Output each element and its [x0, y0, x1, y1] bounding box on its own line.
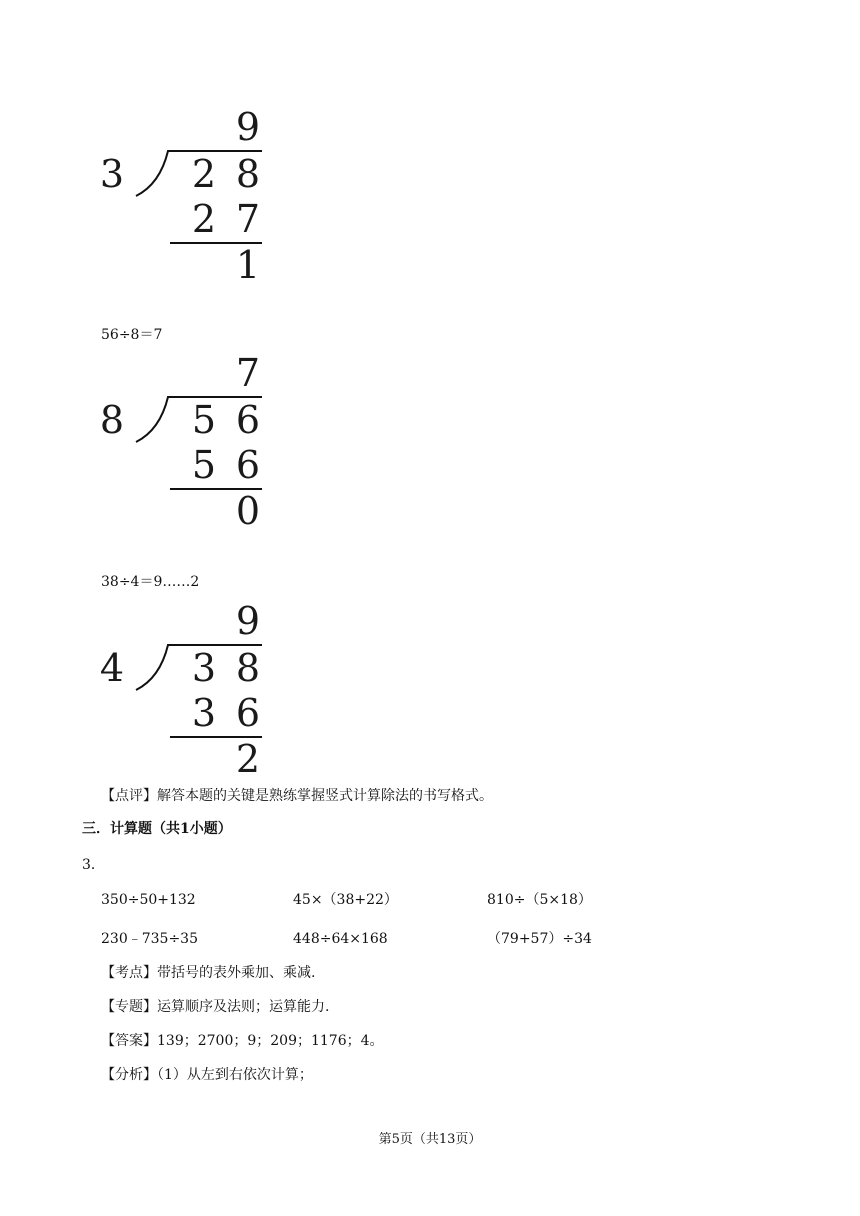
- kaodian-tag: 【考点】: [101, 965, 157, 981]
- dividend-tens: 2: [191, 152, 217, 196]
- answer-tag: 【答案】: [101, 1033, 157, 1049]
- analysis-tag: 【分析】: [101, 1067, 157, 1083]
- product-ones: 6: [235, 443, 261, 487]
- remainder: 2: [235, 737, 261, 781]
- zhuanti-text: 运算顺序及法则；运算能力.: [157, 999, 330, 1015]
- product-tens: 5: [191, 443, 217, 487]
- long-division-2: [98, 351, 288, 533]
- analysis-text: （1）从左到右依次计算；: [157, 1067, 313, 1083]
- remainder: 0: [235, 489, 261, 533]
- equation-38-div-4: 38÷4＝9……2: [101, 574, 200, 590]
- analysis-line: [101, 1066, 313, 1084]
- problem-3: 810÷（5×18）: [487, 892, 592, 908]
- dividend-ones: 6: [235, 398, 261, 442]
- problem-5: 448÷64×168: [293, 931, 388, 947]
- dividend-ones: 8: [235, 152, 261, 196]
- divisor: 4: [99, 646, 125, 690]
- equation-56-div-8: 56÷8＝7: [101, 327, 163, 343]
- remainder: 1: [235, 243, 261, 287]
- review-tag: 【点评】: [101, 788, 157, 804]
- product-ones: 6: [235, 691, 261, 735]
- product-ones: 7: [235, 197, 261, 241]
- problem-2: 45×（38+22）: [293, 892, 398, 908]
- problem-1: 350÷50+132: [101, 892, 196, 908]
- dividend-tens: 3: [191, 646, 217, 690]
- section-title: 三．计算题（共1小题）: [82, 821, 232, 837]
- quotient: 9: [235, 599, 261, 643]
- quotient: 9: [235, 105, 261, 149]
- page-footer: 第5页（共13页）: [378, 1132, 482, 1147]
- divisor: 3: [99, 152, 125, 196]
- product-tens: 3: [191, 691, 217, 735]
- divisor: 8: [99, 398, 125, 442]
- dividend-tens: 5: [191, 398, 217, 442]
- zhuanti-line: [101, 998, 329, 1016]
- dividend-ones: 8: [235, 646, 261, 690]
- review-text: 解答本题的关键是熟练掌握竖式计算除法的书写格式。: [157, 788, 493, 804]
- answer-line: [101, 1032, 384, 1050]
- question-number: 3．: [82, 857, 105, 873]
- long-division-1: [98, 105, 288, 287]
- kaodian-text: 带括号的表外乘加、乘减.: [157, 965, 316, 981]
- zhuanti-tag: 【专题】: [101, 999, 157, 1015]
- problem-6: （79+57）÷34: [487, 931, 592, 947]
- answer-text: 139；2700；9；209；1176；4。: [157, 1033, 384, 1049]
- problem-4: 230﹣735÷35: [101, 931, 198, 947]
- long-division-3: [98, 599, 288, 781]
- kaodian-line: [101, 964, 315, 982]
- product-tens: 2: [191, 197, 217, 241]
- review-line: [101, 787, 493, 805]
- quotient: 7: [235, 351, 261, 395]
